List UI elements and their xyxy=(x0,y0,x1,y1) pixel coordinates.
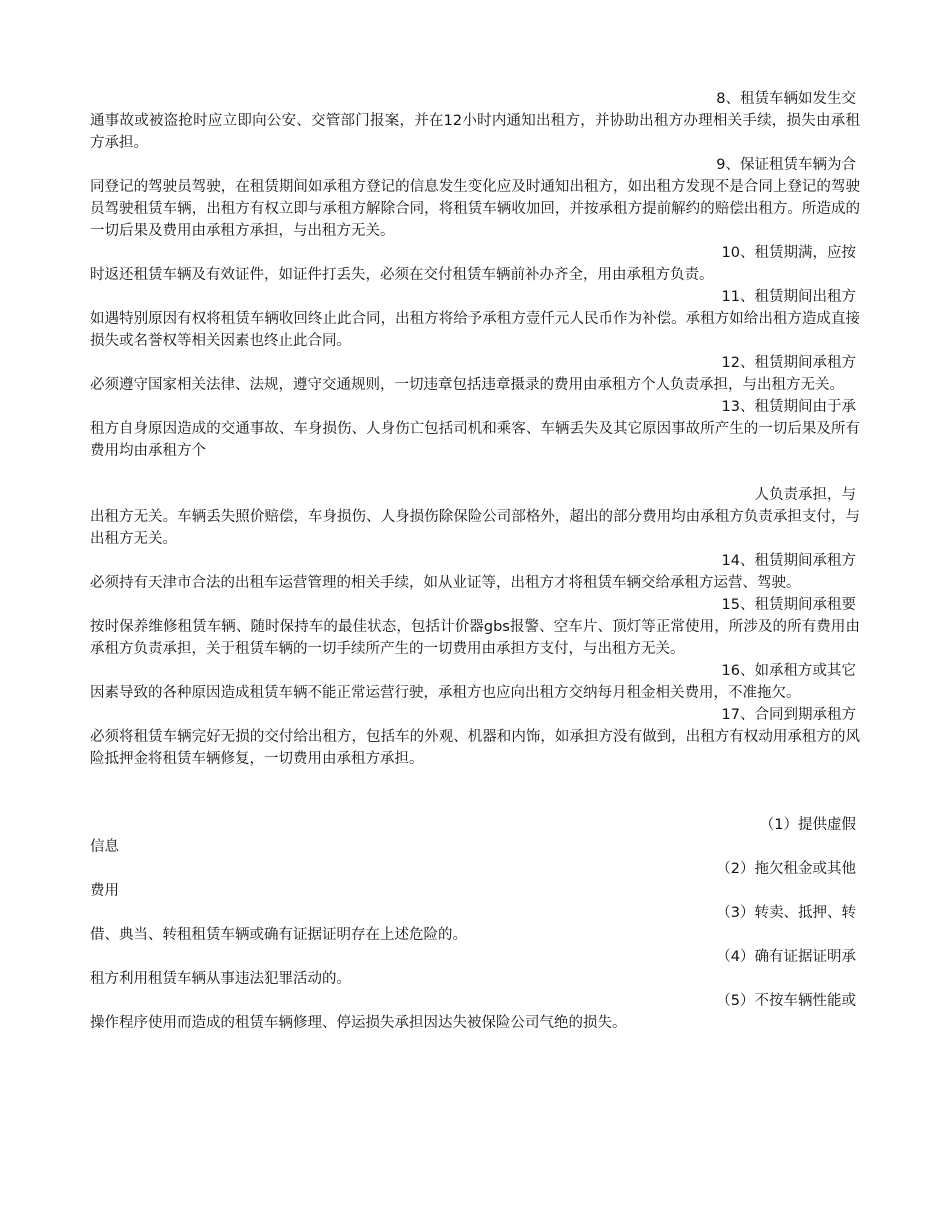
list-item-4 xyxy=(90,946,860,990)
clause-heading: 17、合同到期承租方 xyxy=(721,707,856,723)
clause-text: 必须持有天津市合法的出租车运营管理的相关手续，如从业证等，出租方才将租赁车辆交给承租方运营、驾驶。 xyxy=(90,575,801,591)
list-item-heading: （5）不按车辆性能或 xyxy=(716,993,856,1009)
clause-13 xyxy=(90,396,860,462)
clause-11 xyxy=(90,286,860,352)
clause-text: 必须遵守国家相关法律、法规，遵守交通规则，一切违章包括违章摄录的费用由承租方个人负责承担，与出租方无关。 xyxy=(90,377,844,393)
clause-heading: 10、租赁期满，应按 xyxy=(721,245,856,261)
clause-16 xyxy=(90,660,860,704)
clause-12 xyxy=(90,352,860,396)
list-item-text: 操作程序使用而造成的租赁车辆修理、停运损失承担因达失被保险公司气绝的损失。 xyxy=(90,1015,627,1031)
clause-heading: 13、租赁期间由于承 xyxy=(721,399,856,415)
list-item-text: 信息 xyxy=(90,839,119,855)
list-item-text: 租方利用租赁车辆从事违法犯罪活动的。 xyxy=(90,971,351,987)
clause-heading: 11、租赁期间出租方 xyxy=(721,289,856,305)
clause-heading: 16、如承租方或其它 xyxy=(721,663,856,679)
clause-text: 通事故或被盗抢时应立即向公安、交管部门报案，并在12小时内通知出租方，并协助出租方办理相关手续，损失由承租方承担。 xyxy=(90,113,860,151)
clause-13-continued xyxy=(90,484,860,550)
list-item-3 xyxy=(90,902,860,946)
list-item-heading: （4）确有证据证明承 xyxy=(716,949,856,965)
list-item-text: 费用 xyxy=(90,883,119,899)
document-content xyxy=(90,88,860,1034)
clause-heading: 9、保证租赁车辆为合 xyxy=(716,157,856,173)
section-gap xyxy=(90,770,860,814)
clause-text: 出租方无关。车辆丢失照价赔偿，车身损伤、人身损伤除保险公司部格外，超出的部分费用均由承租方负责承担支付，与出租方无关。 xyxy=(90,509,860,547)
clause-14 xyxy=(90,550,860,594)
clause-text: 同登记的驾驶员驾驶，在租赁期间如承租方登记的信息发生变化应及时通知出租方，如出租方发现不是合同上登记的驾驶员驾驶租赁车辆，出租方有权立即与承租方解除合同，将租赁车辆收加回，并按承租方提前解约的赔偿出租方。所造成的一切后果及费用由承租方承担，与出租方无关。 xyxy=(90,179,860,239)
clause-heading: 8、租赁车辆如发生交 xyxy=(716,91,856,107)
clause-15 xyxy=(90,594,860,660)
list-item-heading: （2）拖欠租金或其他 xyxy=(716,861,856,877)
clause-heading: 12、租赁期间承租方 xyxy=(721,355,856,371)
list-item-5 xyxy=(90,990,860,1034)
clause-text: 租方自身原因造成的交通事故、车身损伤、人身伤亡包括司机和乘客、车辆丢失及其它原因事故所产生的一切后果及所有费用均由承租方个 xyxy=(90,421,860,459)
list-item-heading: （1）提供虚假 xyxy=(759,817,856,833)
clause-text: 如遇特别原因有权将租赁车辆收回终止此合同，出租方将给予承租方壹仟元人民币作为补偿。承租方如给出租方造成直接损失或名誉权等相关因素也终止此合同。 xyxy=(90,311,860,349)
clause-text: 必须将租赁车辆完好无损的交付给出租方，包括车的外观、机器和内饰，如承担方没有做到，出租方有权动用承租方的风险抵押金将租赁车辆修复，一切费用由承租方承担。 xyxy=(90,729,860,767)
clause-17 xyxy=(90,704,860,770)
paragraph-gap xyxy=(90,462,860,484)
list-item-2 xyxy=(90,858,860,902)
clause-heading: 人负责承担，与 xyxy=(754,487,856,503)
clause-text: 时返还租赁车辆及有效证件，如证件打丢失，必须在交付租赁车辆前补办齐全，用由承租方负责。 xyxy=(90,267,714,283)
clause-heading: 15、租赁期间承租要 xyxy=(721,597,856,613)
clause-10 xyxy=(90,242,860,286)
clause-9 xyxy=(90,154,860,242)
clause-text: 因素导致的各种原因造成租赁车辆不能正常运营行驶，承租方也应向出租方交纳每月租金相关费用，不准拖欠。 xyxy=(90,685,801,701)
clause-heading: 14、租赁期间承租方 xyxy=(721,553,856,569)
clause-8 xyxy=(90,88,860,154)
list-item-heading: （3）转卖、抵押、转 xyxy=(716,905,856,921)
clause-text: 按时保养维修租赁车辆、随时保持车的最佳状态，包括计价器gbs报警、空车片、顶灯等正常使用，所涉及的所有费用由承租方负责承担，关于租赁车辆的一切手续所产生的一切费用由承担方支付，与出租方无关。 xyxy=(90,619,860,657)
list-item-1 xyxy=(90,814,860,858)
list-item-text: 借、典当、转租租赁车辆或确有证据证明存在上述危险的。 xyxy=(90,927,467,943)
